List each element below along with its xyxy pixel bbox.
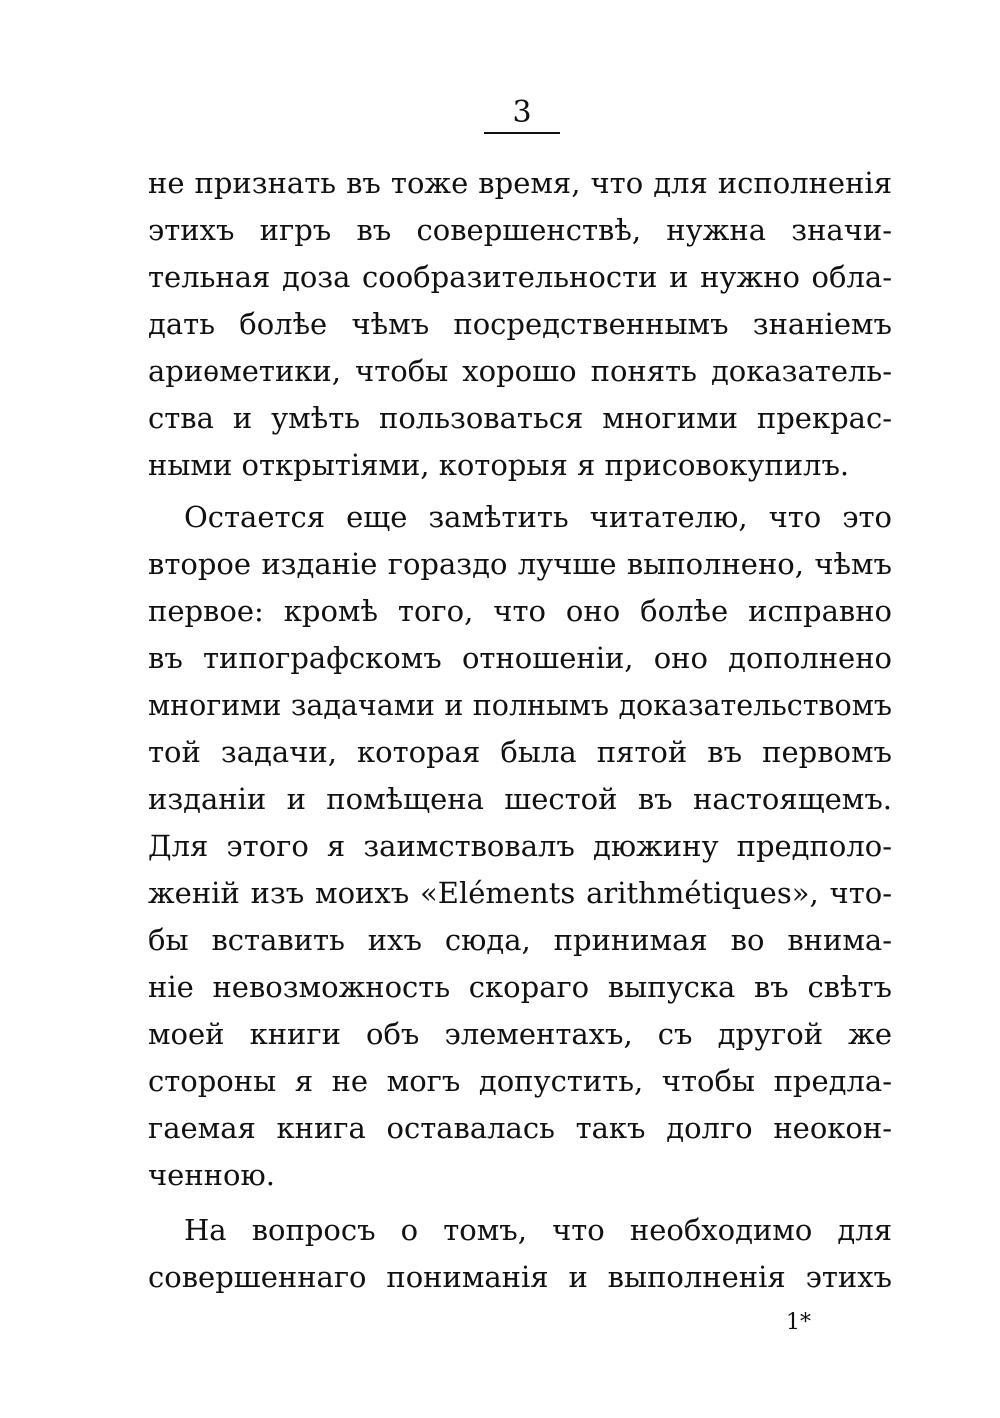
text-line: совершеннаго пониманія и выполненія этихъ bbox=[148, 1260, 892, 1294]
paragraph-continuation bbox=[148, 160, 892, 489]
paragraph-question bbox=[148, 1207, 892, 1301]
text-line: моей книги объ элементахъ, съ другой же bbox=[148, 1017, 892, 1051]
text-line: ариѳметики, чтобы хорошо понять доказатель- bbox=[148, 354, 892, 388]
text-line: многими задачами и полнымъ доказательствомъ bbox=[148, 689, 892, 722]
text-line: ства и умѣть пользоваться многими прекрас- bbox=[148, 401, 892, 435]
text-line: Для этого я заимствовалъ дюжину предполо- bbox=[148, 829, 892, 863]
text-line: въ типографскомъ отношеніи, оно дополнено bbox=[148, 641, 892, 675]
text-line: Остается еще замѣтить читателю, что это bbox=[184, 500, 892, 534]
text-line: ными открытіями, которыя я присовокупилъ. bbox=[148, 448, 850, 482]
text-line: гаемая книга оставалась такъ долго неокон- bbox=[148, 1111, 892, 1145]
text-line: тельная доза сообразительности и нужно обла- bbox=[148, 260, 892, 294]
text-line: той задачи, которая была пятой въ первомъ bbox=[148, 735, 892, 769]
text-line: этихъ игръ въ совершенствѣ, нужна значи- bbox=[148, 213, 892, 247]
text-line: ченною. bbox=[148, 1158, 275, 1192]
paragraph-second-edition bbox=[148, 494, 892, 1199]
text-line: На вопросъ о томъ, что необходимо для bbox=[184, 1213, 892, 1247]
text-line: бы вставить ихъ сюда, принимая во внима- bbox=[148, 923, 892, 957]
page-number: 3 bbox=[512, 95, 532, 130]
text-line: ніе невозможность скораго выпуска въ свѣтъ bbox=[148, 970, 892, 1004]
text-line: первое: кромѣ того, что оно болѣе исправно bbox=[148, 594, 892, 628]
page-number-rule bbox=[484, 132, 560, 134]
text-line: дать болѣе чѣмъ посредственнымъ знаніемъ bbox=[148, 307, 892, 341]
text-line: не признать въ тоже время, что для исполненія bbox=[148, 166, 892, 200]
text-line: второе изданіе гораздо лучше выполнено, чѣмъ bbox=[148, 547, 892, 581]
text-line: стороны я не могъ допустить, чтобы предла- bbox=[148, 1064, 892, 1098]
text-line: женій изъ моихъ «Eléments arithmétiques», что- bbox=[148, 876, 892, 910]
text-line: изданіи и помѣщена шестой въ настоящемъ. bbox=[148, 782, 892, 816]
printer-signature-mark: 1* bbox=[786, 1310, 811, 1335]
